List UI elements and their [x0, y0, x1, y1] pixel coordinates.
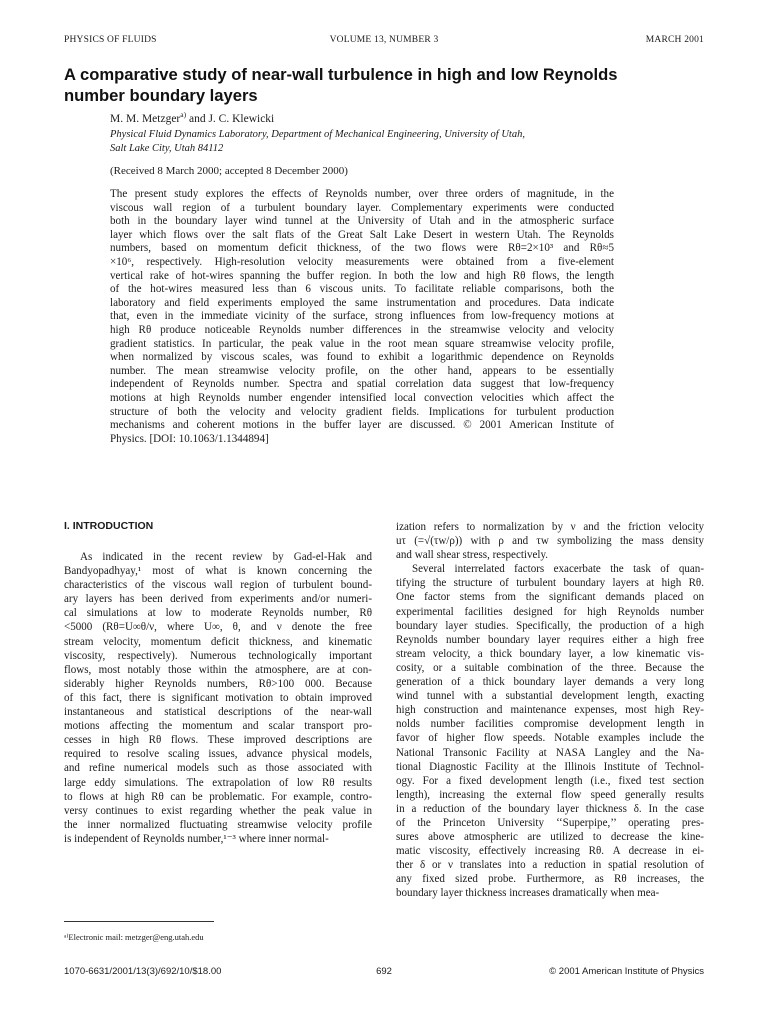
- text-line: of this fact, there is significant motivation to obtain improved: [64, 691, 372, 704]
- text-line: Bandyopadhyay,¹ most of what is known concerning the: [64, 565, 372, 578]
- running-header: [64, 35, 704, 49]
- text-line: numbers, based on momentum deficit thickness, of the two flows were Rθ=2×10³ and Rθ≈5: [110, 242, 614, 255]
- text-line: nolds number facilities compromise development length in: [396, 718, 704, 731]
- text-line: ×10⁶, respectively. High-resolution velocity measurements were obtained from a five-element: [110, 255, 614, 268]
- right-column: [396, 520, 704, 901]
- text-line: that, even in the immediate vicinity of the surface, strong influences from low-frequency motions at: [110, 310, 614, 323]
- text-line: Several interrelated factors exacerbate the task of quan-: [412, 563, 704, 576]
- text-line: tional Diagnostic Facility at the Illinois Institute of Technol-: [396, 760, 704, 773]
- article-code: 1070-6631/2001/13(3)/692/10/$18.00: [64, 966, 222, 977]
- text-line: motions at high Reynolds number engender intensified local convection velocities which affect the: [110, 391, 614, 404]
- footnote-rule: [64, 921, 214, 922]
- text-line: the inner normalized fluctuating streamwise velocity profile: [64, 818, 372, 831]
- page-footer: [64, 966, 704, 980]
- text-line: sures above atmospheric are utilized to decrease the kine-: [396, 831, 704, 844]
- affiliation: [110, 128, 670, 155]
- text-line: ther δ or ν translates into a reduction in spatial resolution of: [396, 859, 704, 872]
- title-line: A comparative study of near-wall turbulence in high and low Reynolds: [64, 65, 618, 84]
- affiliation-line: Salt Lake City, Utah 84112: [110, 142, 224, 154]
- volume-number: VOLUME 13, NUMBER 3: [329, 35, 439, 45]
- text-line: structure of both the velocity and velocity gradient fields. Implications for turbulent production: [110, 405, 614, 418]
- text-line: independent of Reynolds number. Spectra and spatial correlation data suggest that low-frequency: [110, 378, 614, 391]
- text-line: ogy. For a fixed development length (i.e., fixed test section: [396, 774, 704, 787]
- text-line: tifying the structure of turbulent boundary layers at high Rθ.: [396, 577, 704, 590]
- text-line: versy continues to exist regarding whether the peak value in: [64, 804, 372, 817]
- text-line: boundary layer thickness increases dramatically when mea-: [396, 887, 660, 900]
- text-line: in a reduction of the boundary layer thickness δ. In the case: [396, 802, 704, 815]
- text-line: of the Princeton University ‘‘Superpipe,’’ operating pres-: [396, 816, 704, 829]
- footnote: ᵃ⁾Electronic mail: metzger@eng.utah.edu: [64, 932, 204, 942]
- authors: [110, 110, 274, 125]
- text-line: ary layers has been derived from experiments and/or numeri-: [64, 593, 372, 606]
- text-line: when normalized by viscous scales, was found to exhibit a logarithmic dependence on Reynolds: [110, 351, 614, 364]
- text-line: laboratory and field experiments employed the same instrumentation and procedures. Data indicate: [110, 296, 614, 309]
- text-line: motions affecting the momentum and scalar transport pro-: [64, 720, 372, 733]
- text-line: As indicated in the recent review by Gad-el-Hak and: [80, 551, 372, 563]
- text-line: One factor stems from the significant demands placed on: [396, 591, 704, 604]
- text-line: instantaneous and statistical descriptions of the near-wall: [64, 706, 372, 719]
- text-line: number. The mean streamwise velocity profile, on the other hand, appears to be essentially: [110, 364, 614, 377]
- issue-date: MARCH 2001: [645, 35, 704, 45]
- text-line: viscous wall region of a turbulent boundary layer. Complementary experiments were conducted: [110, 201, 614, 214]
- text-line: uτ (=√(τw/ρ)) with ρ and τw symbolizing the mass density: [396, 535, 704, 548]
- text-line: to flows at high Rθ can be problematic. For example, contro-: [64, 790, 372, 803]
- text-line: both in the boundary layer wind tunnel at the University of Utah and in the atmospheric surface: [110, 215, 614, 228]
- affiliation-line: Physical Fluid Dynamics Laboratory, Department of Mechanical Engineering, University of Utah,: [110, 129, 525, 140]
- article-title: [64, 64, 712, 106]
- author-name: and J. C. Klewicki: [186, 112, 275, 125]
- text-line: vertical rake of hot-wires spanning the buffer region. In both the low and high Rθ flows, the length: [110, 269, 614, 282]
- text-line: generation of a thick boundary layer demands a very long: [396, 676, 704, 689]
- text-line: and wall shear stress, respectively.: [396, 549, 549, 562]
- author-footnote-mark: a): [180, 110, 187, 119]
- text-line: gradient statistics. In particular, the peak value in the root mean square streamwise velocity profile,: [110, 337, 614, 350]
- text-line: characteristics of the viscous wall region of turbulent bound-: [64, 579, 372, 592]
- abstract: [110, 188, 614, 446]
- text-line: cesses in high Rθ flows. These improved descriptions are: [64, 734, 372, 747]
- text-line: ization refers to normalization by ν and the friction velocity: [396, 521, 704, 533]
- text-line: required to resolve scaling issues, advance physical models,: [64, 748, 372, 761]
- author-name: M. M. Metzger: [110, 112, 181, 125]
- copyright: © 2001 American Institute of Physics: [549, 966, 704, 977]
- text-line: of the hot-wires measured less than 6 viscous units. To facilitate reliable comparisons, both the: [110, 283, 614, 296]
- text-line: matic viscosity, effectively increasing Rθ. A decrease in ei-: [396, 845, 704, 858]
- text-line: cal simulations at low to moderate Reynolds number, Rθ: [64, 607, 372, 620]
- text-line: experimental facilities designed for high Reynolds number: [396, 605, 704, 618]
- text-line: Reynolds number boundary layer requires either a high free: [396, 633, 704, 646]
- left-column: [64, 550, 372, 846]
- text-line: Physics. [DOI: 10.1063/1.1344894]: [110, 432, 269, 445]
- text-line: <5000 (Rθ=U∞θ/ν, where U∞, θ, and ν denote the free: [64, 621, 372, 634]
- journal-name: PHYSICS OF FLUIDS: [64, 35, 157, 45]
- text-line: high Rθ produce noticeable Reynolds number differences in the streamwise velocity and velocity: [110, 323, 614, 336]
- text-line: wind tunnel with a substantial development length, exacting: [396, 690, 704, 703]
- title-line: number boundary layers: [64, 86, 258, 105]
- text-line: cosity, or a suitable combination of the three. Because the: [396, 661, 704, 674]
- text-line: mechanisms and coherent motions in the buffer layer are discussed. © 2001 American Institute of: [110, 419, 614, 432]
- text-line: viscosity, respectively). Numerous technologically important: [64, 649, 372, 662]
- text-line: The present study explores the effects of Reynolds number, over three orders of magnitude, in the: [110, 188, 614, 200]
- received-dates: (Received 8 March 2000; accepted 8 December 2000): [110, 165, 348, 177]
- text-line: boundary layer studies. Specifically, the production of a high: [396, 619, 704, 632]
- text-line: stream velocity, a thick boundary layer, a low kinematic vis-: [396, 647, 704, 660]
- text-line: National Transonic Facility at NASA Langley and the Na-: [396, 746, 704, 759]
- text-line: stream velocity, momentum deficit thickness, and kinematic: [64, 635, 372, 648]
- text-line: favor of higher flow speeds. Notable examples include the: [396, 732, 704, 745]
- section-heading: I. INTRODUCTION: [64, 520, 154, 532]
- text-line: and refine numerical models such as those associated with: [64, 762, 372, 775]
- text-line: large eddy simulations. The extrapolation of low Rθ results: [64, 776, 372, 789]
- page-number: 692: [376, 966, 392, 977]
- text-line: high construction and maintenance expenses, most high Rey-: [396, 704, 704, 717]
- text-line: layer which flows over the salt flats of the Great Salt Lake Desert in western Utah. The Reynolds: [110, 228, 614, 241]
- text-line: length), increasing the external flow speed generally results: [396, 788, 704, 801]
- text-line: any fixed sized probe. Furthermore, as Rθ increases, the: [396, 873, 704, 886]
- text-line: siderably higher Reynolds numbers, Rθ>100 000. Because: [64, 677, 372, 690]
- text-line: is independent of Reynolds number,¹⁻³ where inner normal-: [64, 832, 329, 845]
- text-line: flows, most notably those within the atmosphere, are at con-: [64, 663, 372, 676]
